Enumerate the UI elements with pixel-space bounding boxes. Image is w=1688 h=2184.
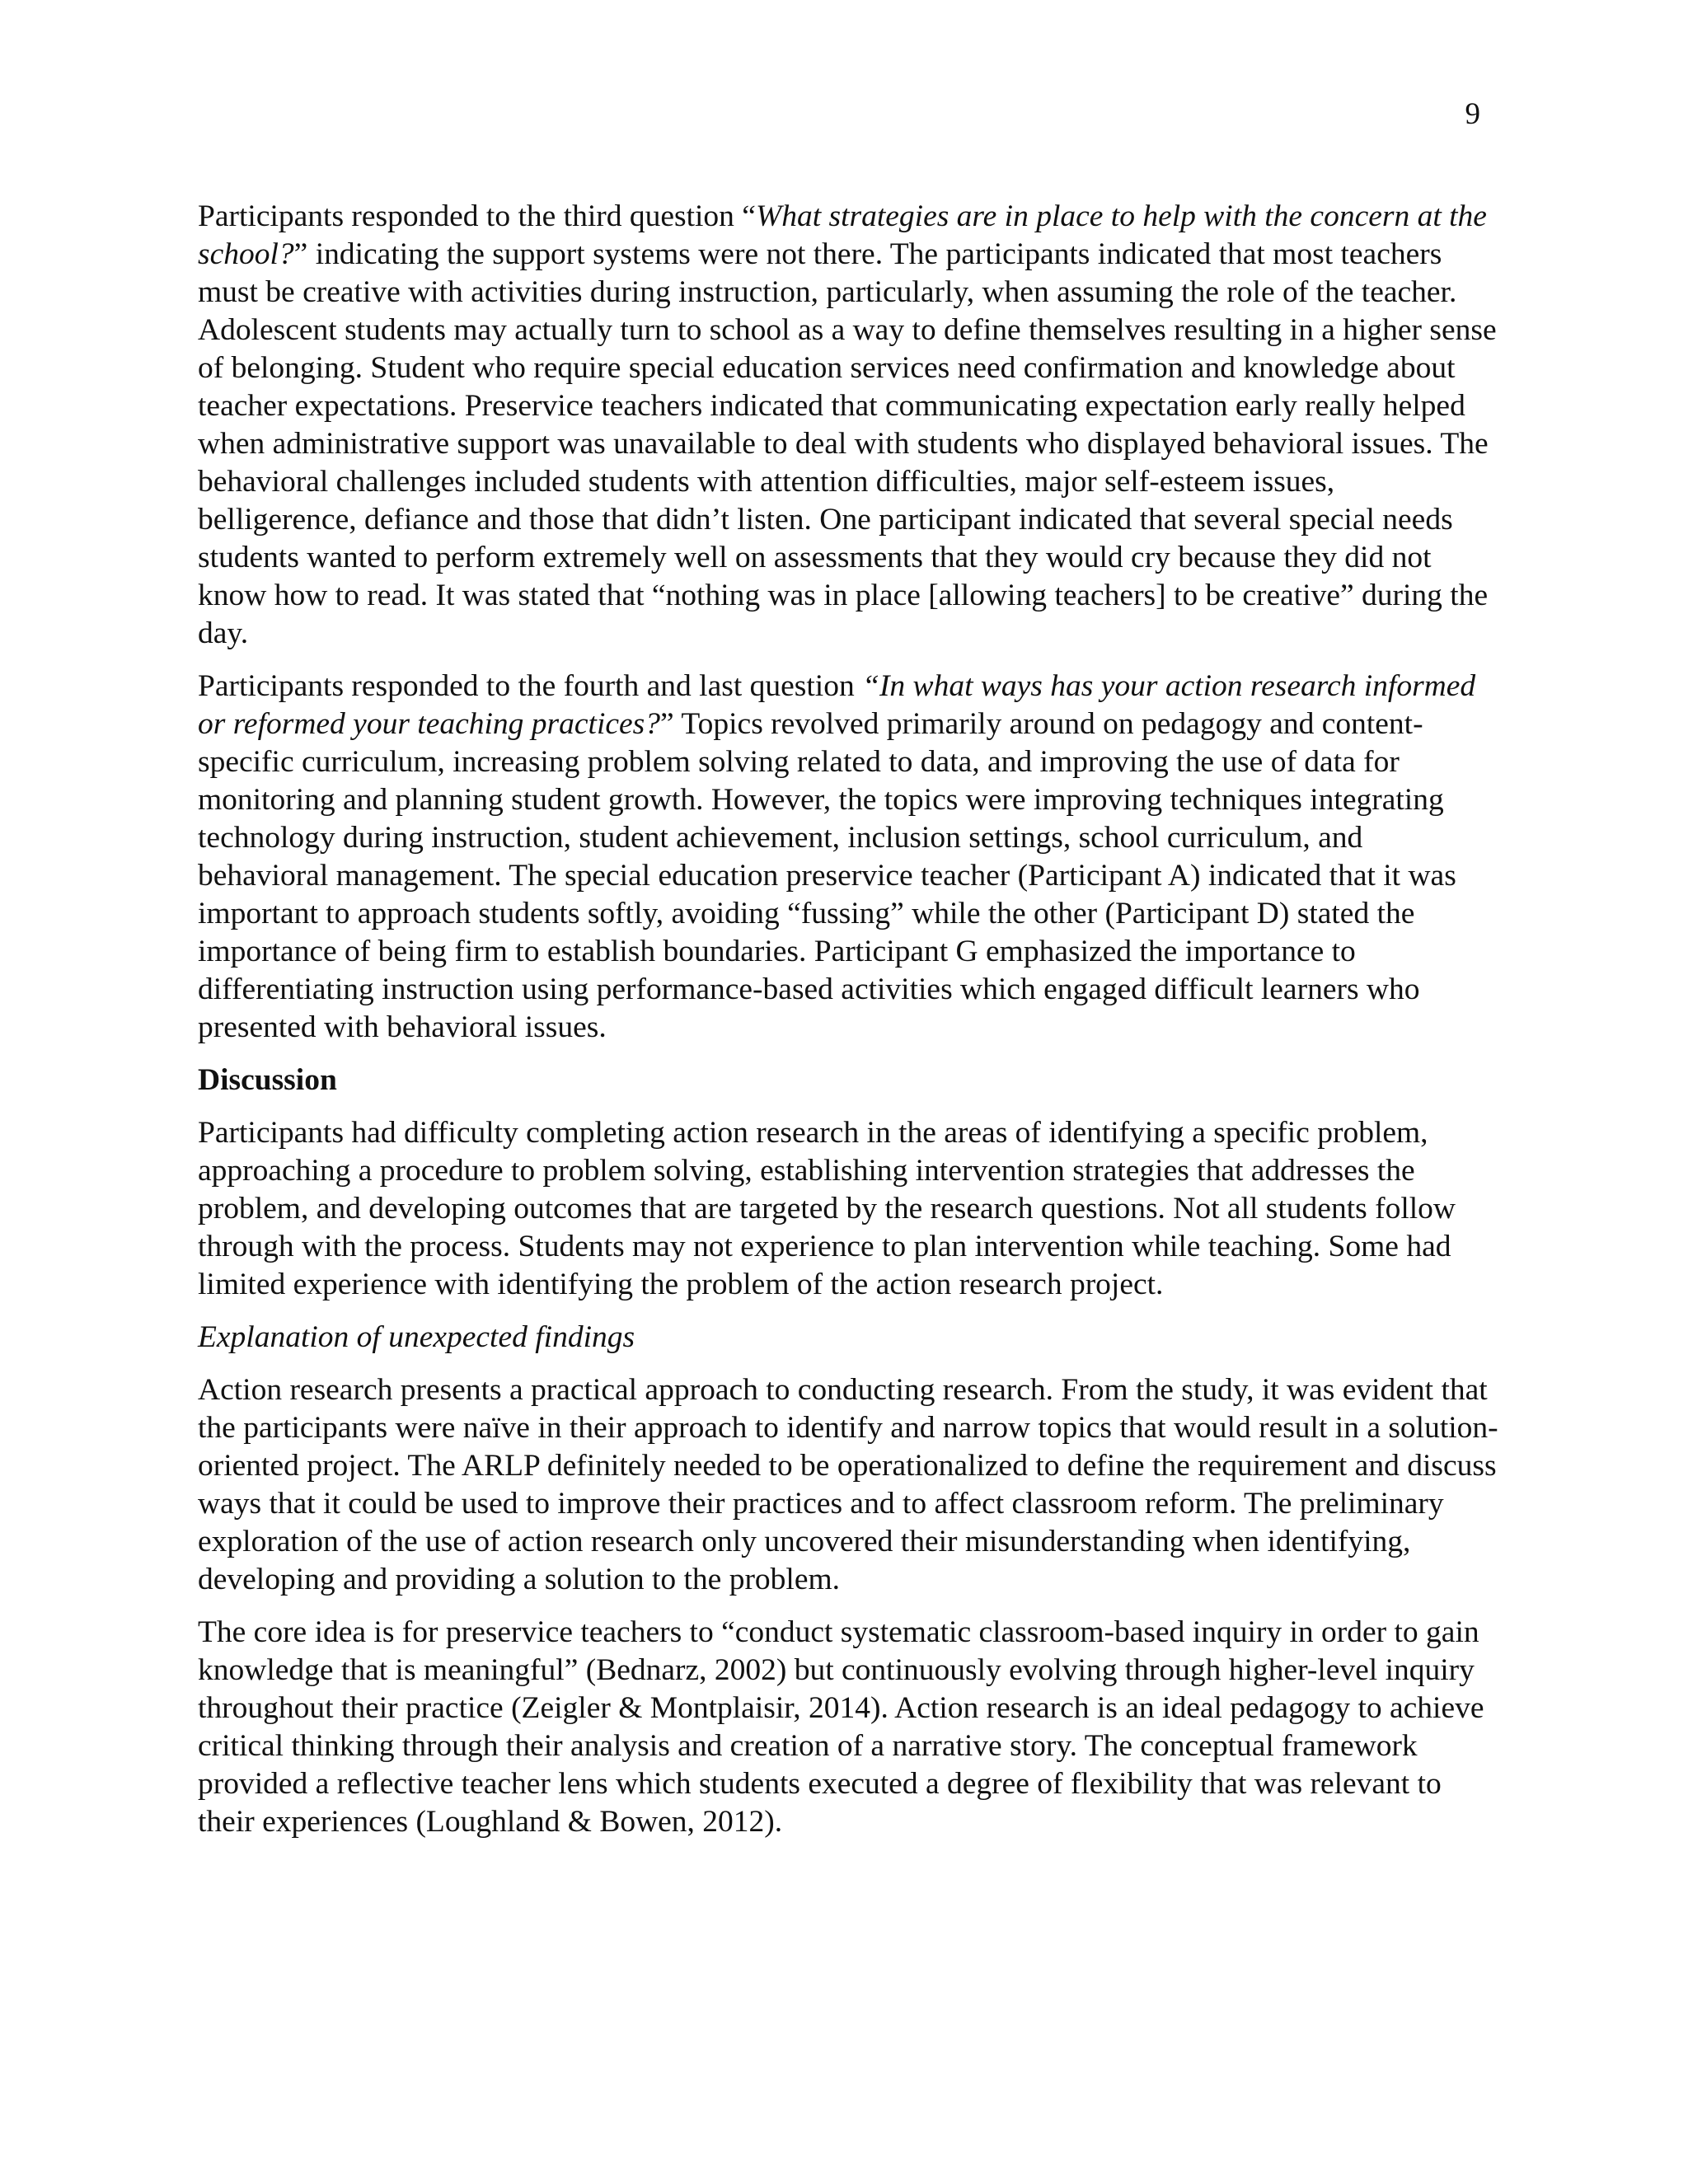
paragraph-action-research: Action research presents a practical approach to conducting research. From the study, it was evident that the participants were naïve in their approach to identify and narrow topics that would result in a solution-oriented project. The ARLP definitely needed to be operationalized to define the requirement and discuss ways that it could be used to improve their practices and to affect classroom reform. The preliminary exploration of the use of action research only uncovered their misunderstanding when identifying, developing and providing a solution to the problem.	[198, 1373, 1498, 1596]
page-number: 9	[1465, 97, 1480, 131]
paragraph-discussion: Participants had difficulty completing action research in the areas of identifying a specific problem, approaching a procedure to problem solving, establishing intervention strategies that addresses the problem, and developing outcomes that are targeted by the research questions. Not all students follow through with the process. Students may not experience to plan intervention while teaching. Some had limited experience with identifying the problem of the action research project.	[198, 1116, 1456, 1301]
paragraph-text: Participants responded to the third question “	[198, 199, 756, 233]
paragraph-text: ” Topics revolved primarily around on pedagogy and content-specific curriculum, increasing problem solving related to data, and improving the use of data for monitoring and planning student growth. However, the topics were improving techniques integrating technology during instruction, student achievement, inclusion settings, school curriculum, and behavioral management. The special education preservice teacher (Participant A) indicated that it was important to approach students softly, avoiding “fussing” while the other (Participant D) stated the importance of being firm to establish boundaries. Participant G emphasized the importance to differentiating instruction using performance-based activities which engaged difficult learners who presented with behavioral issues.	[198, 707, 1456, 1044]
page-content	[198, 198, 1500, 1856]
question-quote: “In what ways has your action research informed or reformed your teaching practices?	[198, 669, 1476, 741]
paragraph-text: Participants responded to the fourth and last question	[198, 669, 863, 703]
subheading-unexpected-findings: Explanation of unexpected findings	[198, 1320, 635, 1354]
paragraph-fourth-question	[198, 668, 1500, 1047]
question-quote: What strategies are in place to help with the concern at the school?	[198, 199, 1487, 271]
paragraph-core-idea: The core idea is for preservice teachers to “conduct systematic classroom-based inquiry in order to gain knowledge that is meaningful” (Bednarz, 2002) but continuously evolving through higher-level inquiry throughout their practice (Zeigler & Montplaisir, 2014). Action research is an ideal pedagogy to achieve critical thinking through their analysis and creation of a narrative story. The conceptual framework provided a reflective teacher lens which students executed a degree of flexibility that was relevant to their experiences (Loughland & Bowen, 2012).	[198, 1615, 1484, 1839]
paragraph-text: ” indicating the support systems were not there. The participants indicated that most teachers must be creative with activities during instruction, particularly, when assuming the role of the teacher. Adolescent students may actually turn to school as a way to define themselves resulting in a higher sense of belonging. Student who require special education services need confirmation and knowledge about teacher expectations. Preservice teachers indicated that communicating expectation early really helped when administrative support was unavailable to deal with students who displayed behavioral issues. The behavioral challenges included students with attention difficulties, major self-esteem issues, belligerence, defiance and those that didn’t listen. One participant indicated that several special needs students wanted to perform extremely well on assessments that they would cry because they did not know how to read. It was stated that “nothing was in place [allowing teachers] to be creative” during the day.	[198, 237, 1497, 650]
paragraph-third-question	[198, 198, 1500, 653]
section-heading-discussion: Discussion	[198, 1063, 337, 1097]
